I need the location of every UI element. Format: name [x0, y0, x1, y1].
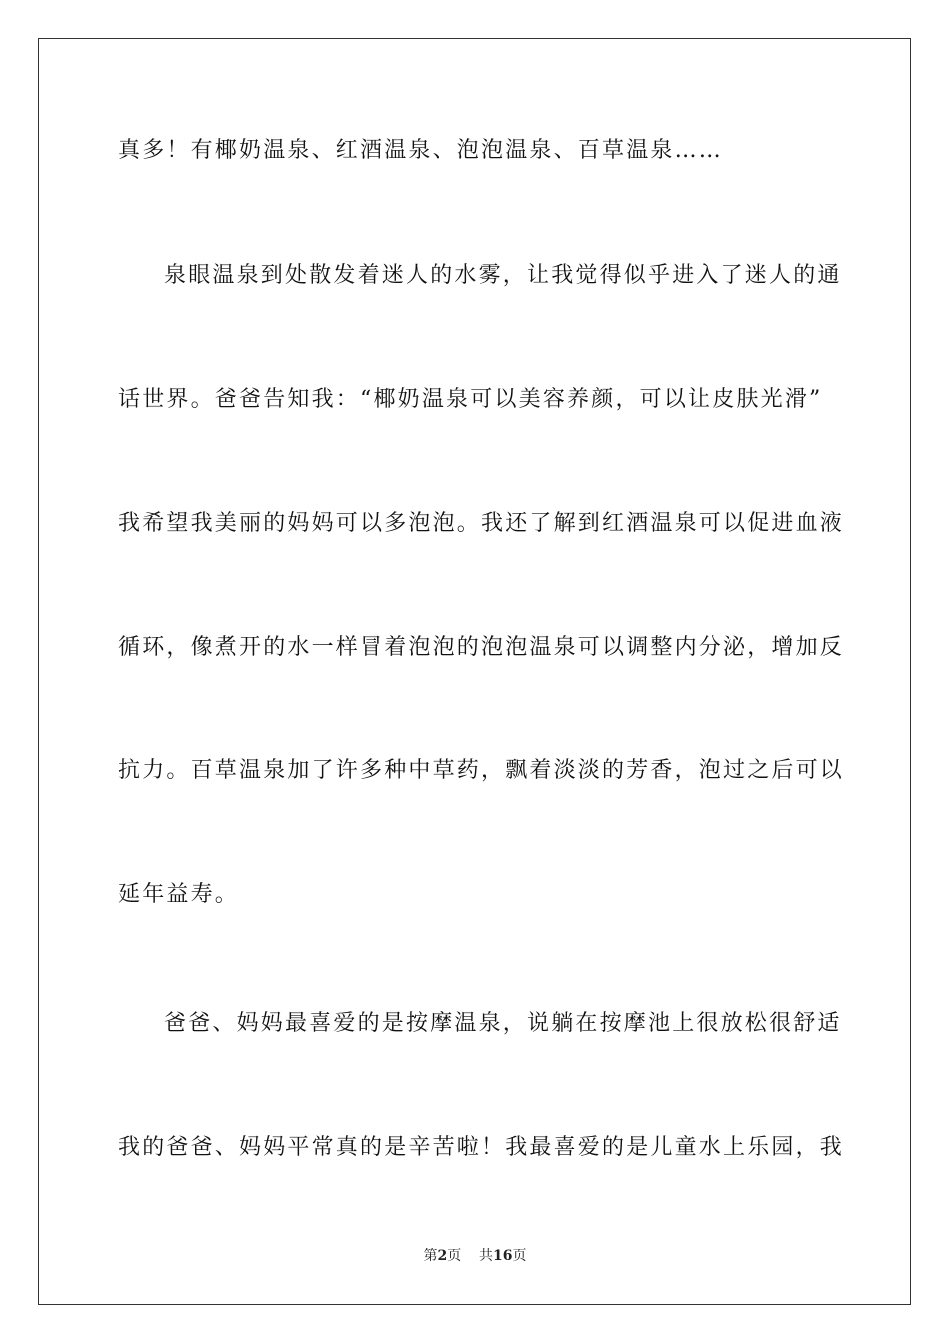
page-border: [38, 38, 911, 1305]
total-prefix: 共: [479, 1248, 494, 1264]
text-line-4: 我希望我美丽的妈妈可以多泡泡。我还了解到红酒温泉可以促进血液: [118, 511, 845, 536]
text-line-1: 真多！有椰奶温泉、红酒温泉、泡泡温泉、百草温泉……: [118, 138, 724, 163]
text-line-2: 泉眼温泉到处散发着迷人的水雾，让我觉得似乎进入了迷人的通: [164, 263, 842, 288]
page-number: 2: [437, 1248, 448, 1264]
total-pages: 16: [493, 1248, 513, 1264]
text-line-9: 我的爸爸、妈妈平常真的是辛苦啦！我最喜爱的是儿童水上乐园，我: [118, 1135, 845, 1160]
text-line-6: 抗力。百草温泉加了许多种中草药，飘着淡淡的芳香，泡过之后可以: [118, 758, 845, 783]
page-prefix: 第: [423, 1248, 438, 1264]
page-footer: [0, 1247, 950, 1265]
text-line-5: 循环，像煮开的水一样冒着泡泡的泡泡温泉可以调整内分泌，增加反: [118, 635, 845, 660]
text-line-3: 话世界。爸爸告知我：“椰奶温泉可以美容养颜，可以让皮肤光滑”: [118, 387, 823, 412]
total-suffix: 页: [512, 1248, 527, 1264]
text-line-8: 爸爸、妈妈最喜爱的是按摩温泉，说躺在按摩池上很放松很舒适: [164, 1011, 842, 1036]
text-line-7: 延年益寿。: [118, 882, 240, 907]
page-suffix: 页: [447, 1248, 462, 1264]
